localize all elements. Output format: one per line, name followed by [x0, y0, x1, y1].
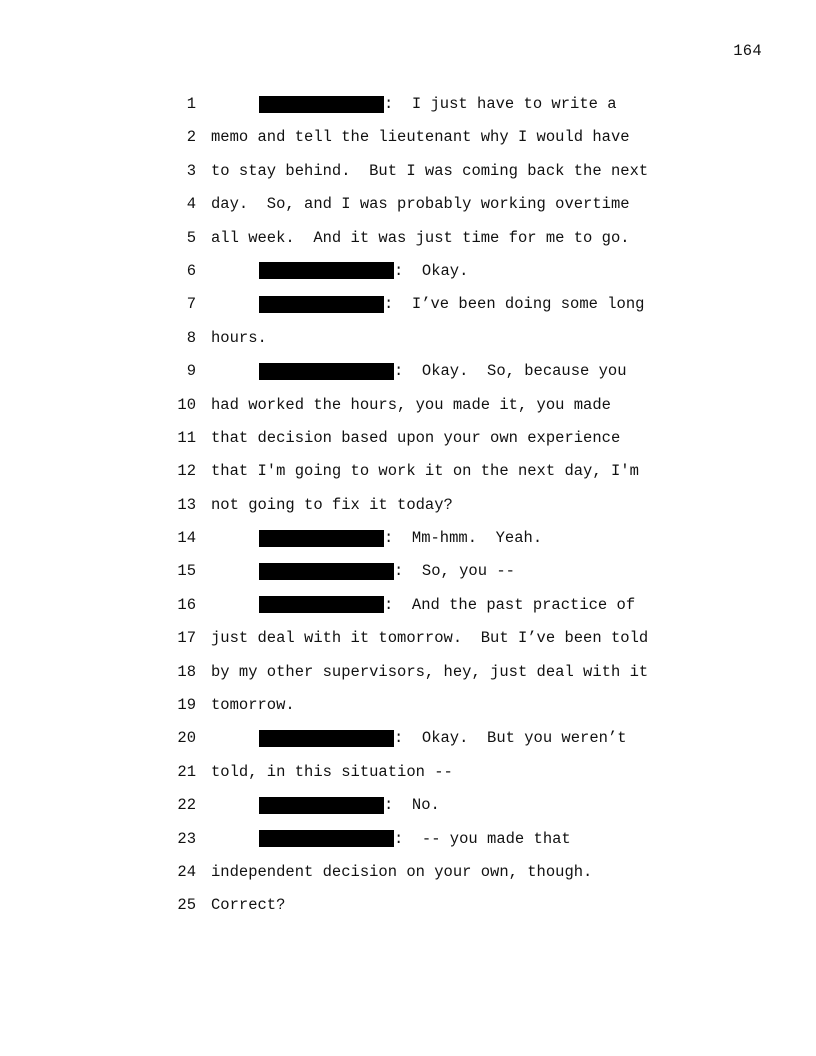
- line-text: hours.: [211, 328, 267, 347]
- line-number: 24: [177, 862, 196, 881]
- transcript-line: [0, 160, 816, 193]
- speech-text: : I just have to write a: [384, 95, 617, 113]
- line-number: 16: [177, 595, 196, 614]
- transcript-line: [0, 627, 816, 660]
- line-number: 18: [177, 662, 196, 681]
- line-number: 2: [186, 128, 196, 147]
- line-number: 23: [177, 829, 196, 848]
- line-number: 6: [186, 261, 196, 280]
- transcript-line: [0, 694, 816, 727]
- line-number: 20: [177, 729, 196, 748]
- speaker-turn: [259, 293, 644, 315]
- speaker-turn: [259, 527, 542, 549]
- transcript-line: [0, 527, 816, 560]
- speaker-turn: [259, 727, 627, 749]
- transcript-line: [0, 828, 816, 861]
- line-text: tomorrow.: [211, 696, 295, 715]
- line-text: just deal with it tomorrow. But I’ve been told: [211, 629, 649, 648]
- transcript-line: [0, 293, 816, 326]
- line-text: Correct?: [211, 896, 286, 915]
- redacted-speaker-name: [259, 830, 394, 847]
- speech-text: : Mm-hmm. Yeah.: [384, 529, 543, 548]
- line-text: all week. And it was just time for me to go.: [211, 228, 630, 247]
- speech-text: : Okay. So, because you: [394, 362, 627, 381]
- line-text: that I'm going to work it on the next day, I'm: [211, 462, 639, 481]
- line-text: independent decision on your own, though.: [211, 862, 593, 881]
- line-number: 1: [186, 95, 196, 113]
- transcript-body: [0, 93, 816, 928]
- speaker-turn: [259, 560, 515, 582]
- speaker-turn: [259, 93, 617, 115]
- transcript-line: [0, 460, 816, 493]
- line-number: 9: [186, 362, 196, 381]
- redacted-speaker-name: [259, 363, 394, 380]
- line-number: 19: [177, 696, 196, 715]
- line-text: that decision based upon your own experience: [211, 428, 621, 447]
- speaker-turn: [259, 828, 571, 850]
- line-number: 7: [186, 295, 196, 314]
- line-number: 22: [177, 796, 196, 815]
- redacted-speaker-name: [259, 262, 394, 279]
- line-number: 12: [177, 462, 196, 481]
- line-number: 3: [186, 161, 196, 180]
- speech-text: : Okay. But you weren’t: [394, 729, 627, 748]
- redacted-speaker-name: [259, 730, 394, 747]
- speech-text: : And the past practice of: [384, 595, 636, 614]
- speaker-turn: [259, 360, 627, 382]
- line-text: memo and tell the lieutenant why I would have: [211, 128, 630, 147]
- line-number: 5: [186, 228, 196, 247]
- line-number: 10: [177, 395, 196, 414]
- line-number: 15: [177, 562, 196, 581]
- transcript-line: [0, 193, 816, 226]
- speech-text: : -- you made that: [394, 829, 571, 848]
- transcript-line: [0, 93, 816, 126]
- transcript-line: [0, 360, 816, 393]
- line-text: not going to fix it today?: [211, 495, 453, 514]
- transcript-line: [0, 861, 816, 894]
- line-number: 14: [177, 529, 196, 548]
- line-text: to stay behind. But I was coming back the next: [211, 161, 649, 180]
- transcript-line: [0, 594, 816, 627]
- transcript-line: [0, 661, 816, 694]
- transcript-line: [0, 394, 816, 427]
- redacted-speaker-name: [259, 530, 384, 547]
- transcript-line: [0, 427, 816, 460]
- transcript-line: [0, 761, 816, 794]
- transcript-line: [0, 260, 816, 293]
- speech-text: : I’ve been doing some long: [384, 295, 645, 314]
- line-text: told, in this situation --: [211, 762, 453, 781]
- speech-text: : So, you --: [394, 562, 515, 581]
- speech-text: : Okay.: [394, 261, 469, 280]
- transcript-line: [0, 126, 816, 159]
- redacted-speaker-name: [259, 96, 384, 113]
- speaker-turn: [259, 260, 468, 282]
- speaker-turn: [259, 594, 635, 616]
- line-number: 13: [177, 495, 196, 514]
- line-text: had worked the hours, you made it, you made: [211, 395, 611, 414]
- redacted-speaker-name: [259, 563, 394, 580]
- speech-text: : No.: [384, 796, 440, 815]
- redacted-speaker-name: [259, 296, 384, 313]
- line-number: 25: [177, 896, 196, 915]
- page-number: 164: [733, 42, 762, 60]
- line-number: 8: [186, 328, 196, 347]
- line-text: day. So, and I was probably working overtime: [211, 195, 630, 214]
- line-number: 11: [177, 428, 196, 447]
- transcript-line: [0, 327, 816, 360]
- transcript-line: [0, 494, 816, 527]
- transcript-line: [0, 727, 816, 760]
- transcript-line: [0, 560, 816, 593]
- line-number: 4: [186, 195, 196, 214]
- line-number: 21: [177, 762, 196, 781]
- transcript-line: [0, 227, 816, 260]
- line-number: 17: [177, 629, 196, 648]
- redacted-speaker-name: [259, 596, 384, 613]
- speaker-turn: [259, 794, 440, 816]
- transcript-line: [0, 894, 816, 927]
- redacted-speaker-name: [259, 797, 384, 814]
- line-text: by my other supervisors, hey, just deal with it: [211, 662, 649, 681]
- transcript-line: [0, 794, 816, 827]
